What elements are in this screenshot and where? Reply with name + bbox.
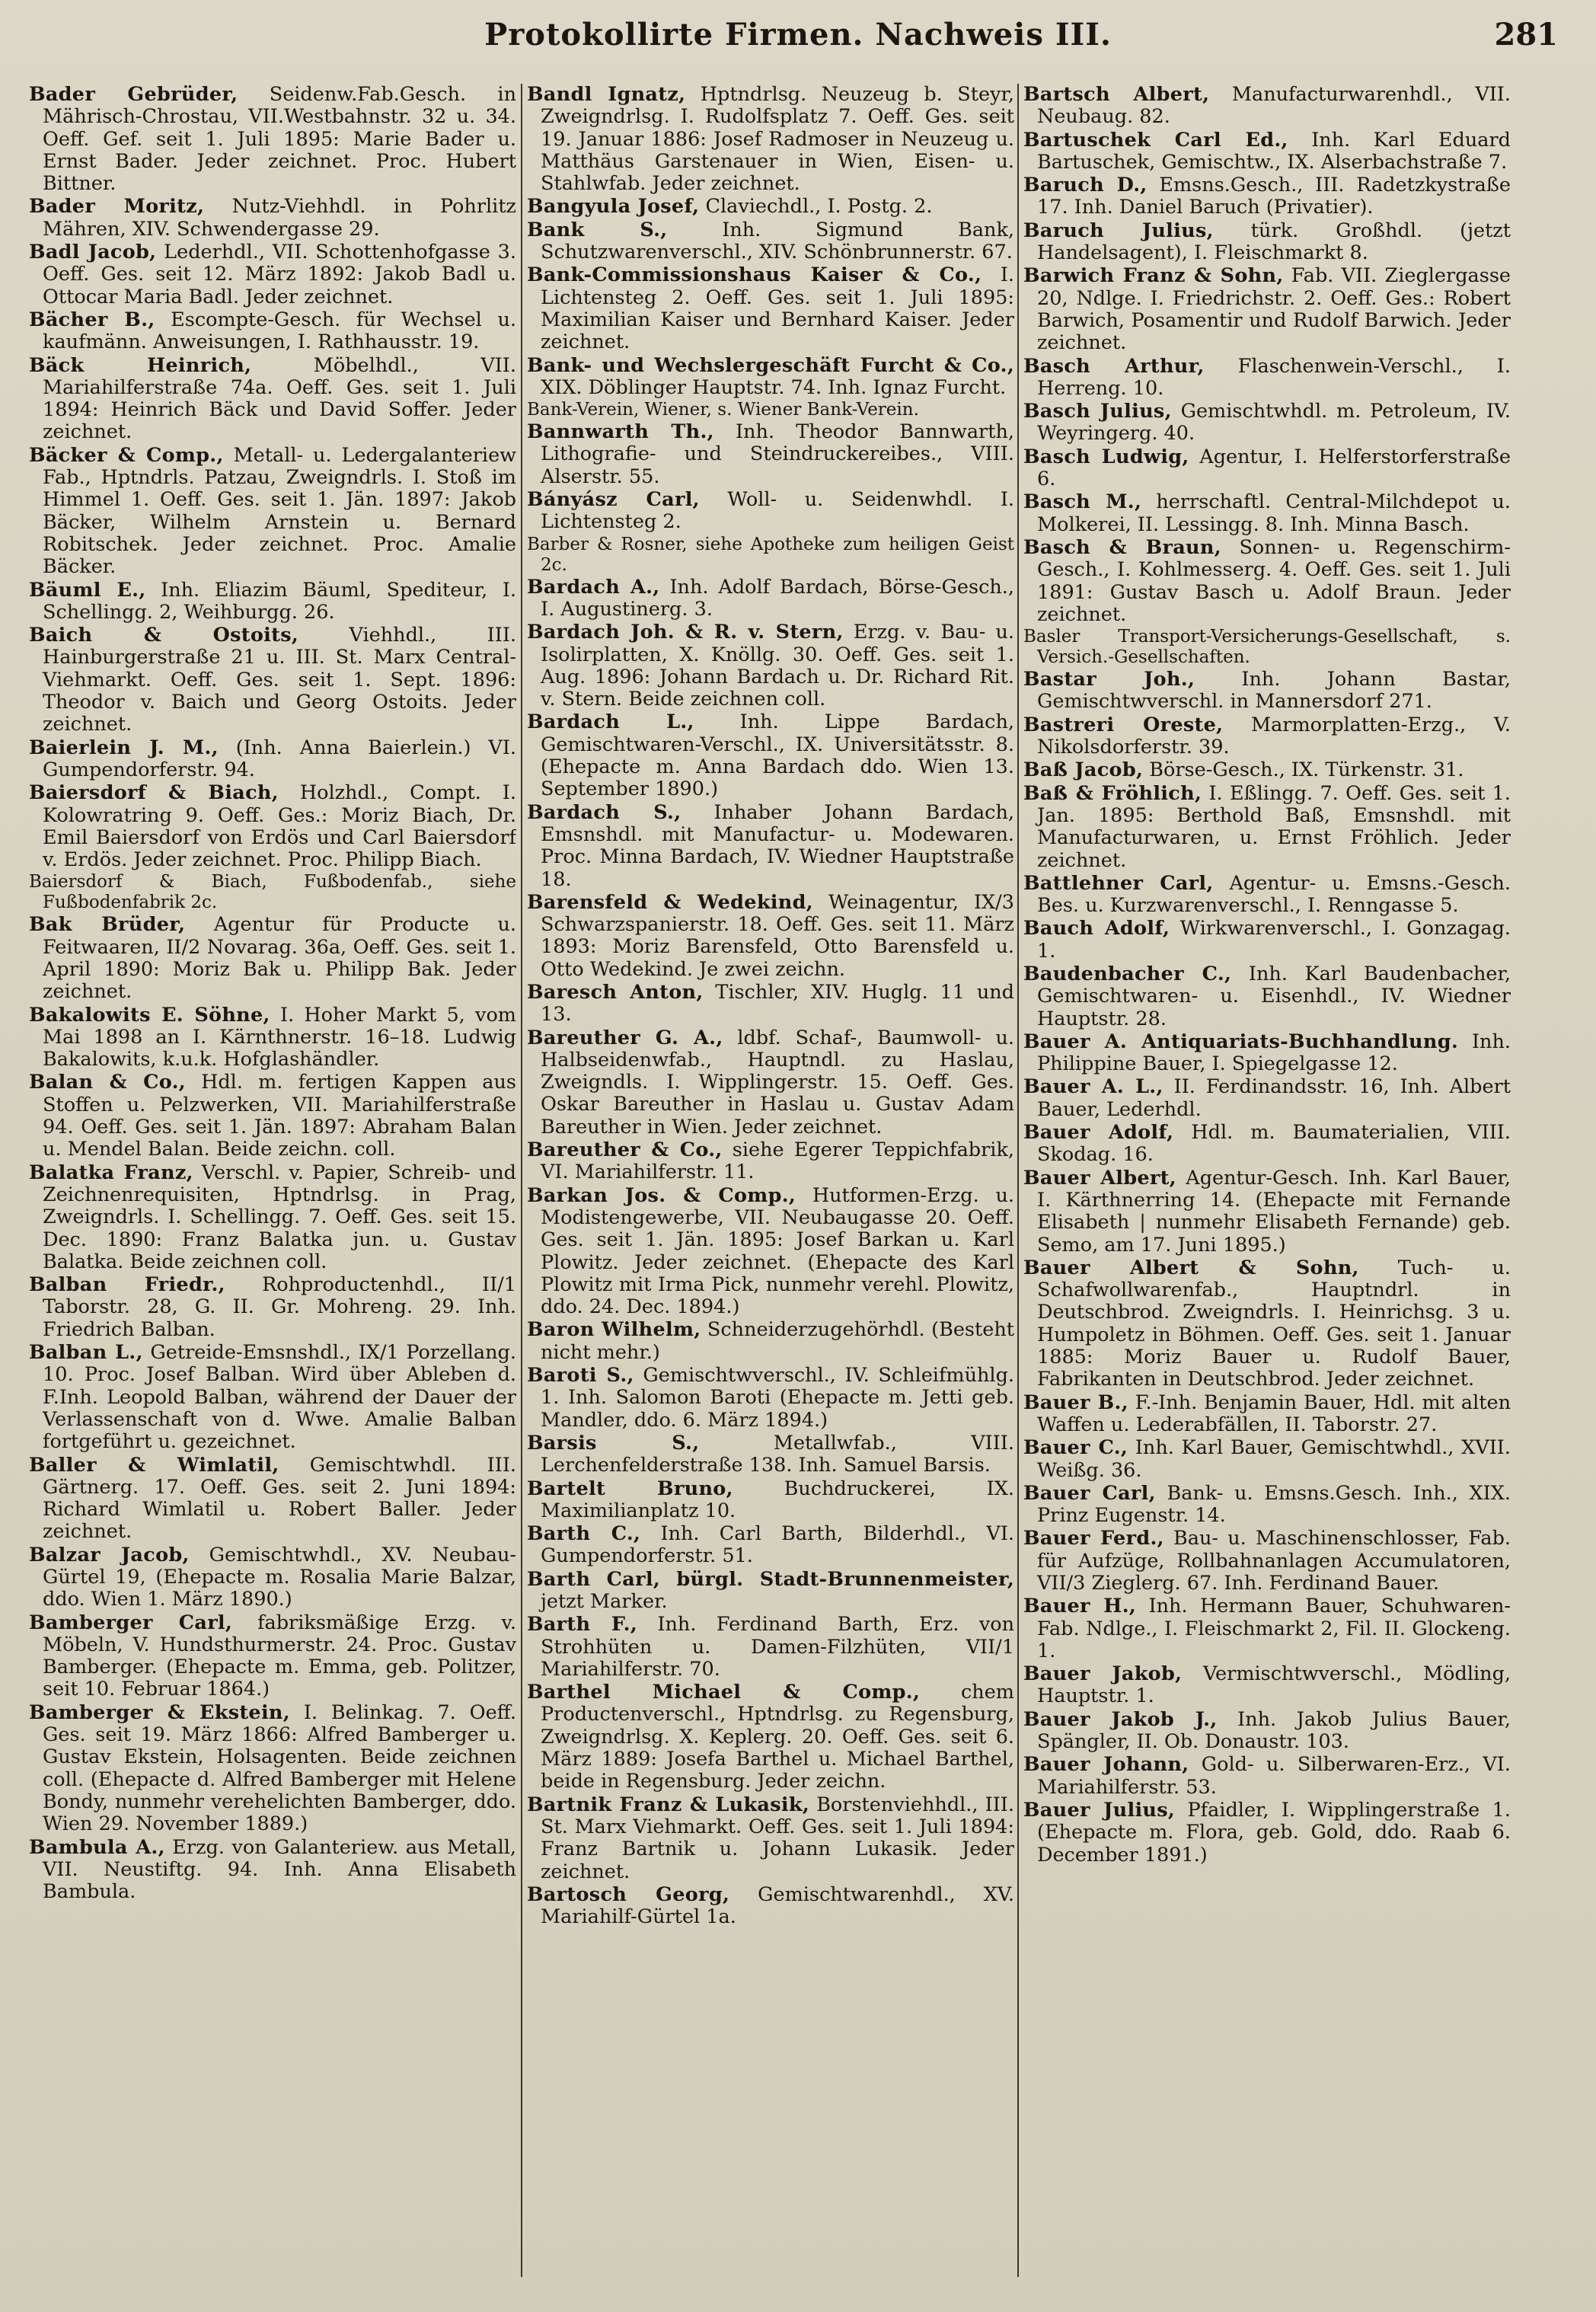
firm-entry (29, 1004, 516, 1071)
firm-name: Baroti S., (527, 1364, 634, 1388)
page-number: 281 (1494, 17, 1558, 53)
firm-entry (1023, 491, 1511, 536)
firm-details: Gold- u. Silberwaren-Erz., VI. Mariahilferstr. 53. (1037, 1753, 1511, 1799)
firm-details: Inh. Hermann Bauer, Schuhwaren-Fab. Ndlge., I. Fleischmarkt 2, Fil. II. Glockeng. 1. (1037, 1595, 1511, 1662)
firm-name: Baß & Fröhlich, (1023, 781, 1202, 805)
firm-name: Basch Ludwig, (1023, 445, 1189, 468)
firm-details: Borstenviehhdl., III. St. Marx Viehmarkt. Oeff. Ges. seit 1. Juli 1894: Franz Bartnik u. Johann Lukasik. Jeder zeichnet. (541, 1793, 1014, 1883)
firm-name: Bauer Albert & Sohn, (1023, 1256, 1359, 1279)
firm-details: Baiersdorf & Biach, Fußbodenfab., siehe Fußbodenfabrik 2c. (29, 872, 516, 913)
firm-details: Schneiderzugehörhdl. (Besteht nicht mehr.) (541, 1318, 1014, 1364)
firm-details: Hdl. m. Baumaterialien, VIII. Skodag. 16. (1037, 1121, 1511, 1167)
firm-details: Inh. Adolf Bardach, Börse-Gesch., I. Augustinerg. 3. (541, 575, 1014, 621)
firm-details: Verschl. v. Papier, Schreib- und Zeichnenrequisiten, Hptndrlsg. in Prag, Zweigndrls. I. Schellingg. 7. Oeff. Ges. seit 15. Dec. 1890: Franz Balatka jun. u. Gustav Balatka. Beide zeichnen coll. (43, 1161, 516, 1273)
firm-name: Balzar Jacob, (29, 1543, 190, 1566)
firm-name: Balban L., (29, 1341, 143, 1365)
firm-name: Baresch Anton, (527, 980, 704, 1004)
firm-name: Baruch D., (1023, 174, 1148, 197)
firm-details: Agentur für Producte u. Feitwaaren, II/2 Novarag. 36a, Oeff. Ges. seit 1. April 1890: Moriz Bak u. Philipp Bak. Jeder zeichnet. (43, 913, 516, 1004)
firm-details: F.-Inh. Benjamin Bauer, Hdl. mit alten Waffen u. Lederabfällen, II. Taborstr. 27. (1037, 1391, 1511, 1436)
firm-name: Battlehner Carl, (1023, 871, 1214, 895)
firm-name: Bak Brüder, (29, 913, 186, 937)
firm-entry (527, 219, 1014, 264)
firm-name: Bamberger Carl, (29, 1611, 233, 1634)
firm-details: Metall- u. Ledergalanteriew Fab., Hptndrls. Patzau, Zweigndrls. I. Stoß im Himmel 1. Oeff. Ges. seit 1. Jän. 1897: Jakob Bäcker, Wilhelm Arnstein u. Bernard Robitschek. Jeder zeichnet. Proc. Amalie Bäcker. (43, 443, 516, 579)
firm-details: Agentur- u. Emsns.-Gesch. Bes. u. Kurzwarenverschl., I. Renngasse 5. (1037, 871, 1511, 918)
firm-entry (1023, 84, 1511, 129)
firm-name: Bauer A. L., (1023, 1075, 1163, 1099)
firm-details: Fab. VII. Zieglergasse 20, Ndlge. I. Friedrichstr. 2. Oeff. Ges.: Robert Barwich, Posamentir und Rudolf Barwich. Jeder zeichnet. (1037, 264, 1511, 355)
firm-entry (527, 264, 1014, 353)
firm-entry (527, 576, 1014, 621)
firm-name: Barth C., (527, 1522, 641, 1546)
firm-details: Inh. Johann Bastar, Gemischtwverschl. in Mannersdorf 271. (1037, 668, 1511, 714)
firm-name: Bauer C., (1023, 1436, 1128, 1460)
firm-name: Basch Arthur, (1023, 354, 1205, 378)
firm-entry (1023, 356, 1511, 401)
firm-details: Gemischtwhdl., XV. Neubau-Gürtel 19, (Ehepacte m. Rosalia Marie Balzar, ddo. Wien 1. März 1890.) (43, 1543, 516, 1611)
firm-name: Bank-Commissionshaus Kaiser & Co., (527, 263, 982, 287)
firm-entry (527, 84, 1014, 195)
firm-entry (1023, 669, 1511, 714)
firm-name: Bauer H., (1023, 1595, 1137, 1618)
firm-name: Bäuml E., (29, 578, 146, 602)
firm-details: Claviechdl., I. Postg. 2. (699, 195, 933, 219)
firm-name: Balatka Franz, (29, 1161, 193, 1184)
firm-entry (1023, 918, 1511, 963)
firm-entry (1023, 401, 1511, 445)
firm-entry (1023, 1483, 1511, 1528)
firm-name: Barkan Jos. & Comp., (527, 1183, 796, 1207)
firm-name: Bader Moritz, (29, 195, 205, 219)
firm-name: Baron Wilhelm, (527, 1318, 701, 1342)
firm-entry (527, 1884, 1014, 1929)
firm-name: Bäcker & Comp., (29, 443, 224, 467)
firm-entry (29, 241, 516, 308)
firm-details: Rohproductenhdl., II/1 Taborstr. 28, G. II. Gr. Mohreng. 29. Inh. Friedrich Balban. (43, 1273, 516, 1341)
firm-details: I. Belinkag. 7. Oeff. Ges. seit 19. März 1866: Alfred Bamberger u. Gustav Ekstein, Holsagenten. Beide zeichnen coll. (Ehepacte d. Alfred Bamberger mit Helene Bondy, nunmehr verehelichten Bamberger, ddo. Wien 29. November 1889.) (43, 1700, 516, 1836)
firm-entry (1023, 1754, 1511, 1799)
firm-details: Inh. Jakob Julius Bauer, Spängler, II. Ob. Donaustr. 103. (1037, 1707, 1511, 1754)
firm-details: Weinagentur, IX/3 Schwarzspanierstr. 18. Oeff. Ges. seit 11. März 1893: Moriz Barensfeld, Otto Barensfeld u. Otto Wedekind. Je zwei zeichn. (541, 890, 1014, 981)
firm-entry (527, 1794, 1014, 1883)
firm-details: Sonnen- u. Regenschirm-Gesch., I. Kohlmesserg. 4. Oeff. Ges. seit 1. Juli 1891: Gustav Basch u. Adolf Braun. Jeder zeichnet. (1037, 535, 1511, 626)
firm-entry (527, 1681, 1014, 1793)
firm-entry (29, 84, 516, 195)
firm-details: Inh. Karl Bauer, Gemischtwhdl., XVII. Weißg. 36. (1037, 1436, 1511, 1482)
firm-details: Inh. Lippe Bardach, Gemischtwaren-Verschl., IX. Universitätsstr. 8. (Ehepacte m. Anna Bardach ddo. Wien 13. September 1890.) (541, 711, 1014, 801)
firm-entry (527, 802, 1014, 891)
firm-details: herrschaftl. Central-Milchdepot u. Molkerei, II. Lessingg. 8. Inh. Minna Basch. (1037, 490, 1511, 536)
firm-entry (29, 309, 516, 354)
firm-details: Barber & Rosner, siehe Apotheke zum heiligen Geist 2c. (527, 534, 1014, 575)
firm-name: Bamberger & Ekstein, (29, 1700, 290, 1724)
firm-details: Hutformen-Erzg. u. Modistengewerbe, VII. Neubaugasse 20. Oeff. Ges. seit 1. Jän. 1895: Josef Barkan u. Karl Plowitz. Jeder zeichnet. (Ehepacte des Karl Plowitz mit Irma Pick, nunmehr verehl. Plowitz, ddo. 24. Dec. 1894.) (541, 1183, 1014, 1319)
firm-details: I. Hoher Markt 5, vom Mai 1898 an I. Kärnthnerstr. 16–18. Ludwig Bakalowits, k.u.k. Hofglashändler. (43, 1003, 516, 1071)
firm-entry (527, 1569, 1014, 1614)
firm-entry (1023, 759, 1511, 781)
firm-name: Bauer Albert, (1023, 1166, 1176, 1190)
firm-entry (1023, 627, 1511, 668)
firm-entry (1023, 1392, 1511, 1437)
firm-details: I. Eßlingg. 7. Oeff. Ges. seit 1. Jan. 1895: Berthold Baß, Emsnshdl. mit Manufacturwaren, u. Ernst Fröhlich. Jeder zeichnet. (1037, 781, 1511, 872)
column-divider (521, 84, 522, 2277)
firm-details: Inh. Eliazim Bäuml, Spediteur, I. Schellingg. 2, Weihburgg. 26. (43, 578, 516, 624)
firm-name: Bangyula Josef, (527, 195, 700, 219)
firm-entry (527, 1478, 1014, 1523)
firm-entry (29, 1455, 516, 1544)
firm-name: Bardach S., (527, 800, 681, 824)
firm-details: Wirkwarenverschl., I. Gonzagag. 1. (1037, 917, 1511, 963)
firm-details: Escompte-Gesch. für Wechsel u. kaufmänn. Anweisungen, I. Rathhausstr. 19. (43, 308, 516, 354)
firm-details: siehe Egerer Teppichfabrik, VI. Mariahilferstr. 11. (541, 1138, 1014, 1184)
firm-details: Erzg. v. Bau- u. Isolirplatten, X. Knöllg. 30. Oeff. Ges. seit 1. Aug. 1896: Johann Bardach u. Dr. Richard Rit. v. Stern. Beide zeichnen coll. (541, 621, 1014, 711)
firm-entry (527, 355, 1014, 400)
firm-details: Pfaidler, I. Wipplingerstraße 1. (Ehepacte m. Flora, geb. Gold, ddo. Raab 6. December 1891.) (1037, 1798, 1511, 1867)
firm-entry (527, 1523, 1014, 1568)
firm-name: Balan & Co., (29, 1071, 186, 1094)
firm-entry (29, 1612, 516, 1701)
firm-entry (527, 711, 1014, 800)
firm-entry (29, 624, 516, 736)
firm-details: Inh. Philippine Bauer, I. Spiegelgasse 12. (1037, 1030, 1511, 1076)
firm-entry (527, 421, 1014, 488)
firm-entry (527, 400, 1014, 420)
firm-entry (527, 982, 1014, 1027)
firm-entry (527, 621, 1014, 711)
firm-entry (527, 535, 1014, 576)
firm-entry (1023, 1122, 1511, 1167)
firm-name: Bardach Joh. & R. v. Stern, (527, 621, 844, 644)
firm-details: chem Productenverschl., Hptndrlsg. zu Regensburg, Zweigndrlsg. X. Keplerg. 20. Oeff. Ges. seit 6. März 1889: Josefa Barthel u. Michael Barthel, beide in Regensburg. Jeder zeichn. (541, 1681, 1014, 1793)
firm-entry (29, 580, 516, 624)
firm-name: Barth F., (527, 1613, 638, 1637)
firm-name: Baich & Ostoits, (29, 624, 299, 647)
firm-name: Bareuther & Co., (527, 1138, 723, 1162)
firm-details: Inh. Theodor Bannwarth, Lithografie- und Steindruckereibes., VIII. Alserstr. 55. (541, 420, 1014, 488)
column-2 (527, 84, 1014, 2292)
firm-entry (527, 489, 1014, 534)
firm-details: Gemischtwhdl. m. Petroleum, IV. Weyringerg. 40. (1037, 400, 1511, 445)
column-1 (29, 84, 516, 2292)
firm-entry (527, 1027, 1014, 1138)
firm-entry (29, 1544, 516, 1611)
firm-entry (1023, 174, 1511, 219)
firm-name: Bauer A. Antiquariats-Buchhandlung. (1023, 1030, 1459, 1053)
firm-entry (1023, 714, 1511, 759)
firm-name: Baiersdorf & Biach, (29, 781, 279, 805)
firm-entry (1023, 873, 1511, 918)
firm-name: Barthel Michael & Comp., (527, 1681, 921, 1704)
firm-entry (1023, 220, 1511, 265)
firm-name: Bank- und Wechslergeschäft Furcht & Co., (527, 353, 1014, 377)
firm-details: Marmorplatten-Erzg., V. Nikolsdorferstr. 39. (1037, 713, 1511, 759)
firm-name: Bardach A., (527, 575, 660, 599)
firm-entry (1023, 783, 1511, 872)
firm-name: Bauer Jakob, (1023, 1662, 1183, 1686)
firm-name: Bauer Adolf, (1023, 1121, 1174, 1145)
firm-entry (29, 1342, 516, 1453)
column-divider (1017, 84, 1019, 2277)
firm-entry (1023, 1076, 1511, 1121)
firm-details: Hdl. m. fertigen Kappen aus Stoffen u. Pelzwerken, VII. Mariahilferstraße 94. Oeff. Ges. seit 1. Jän. 1897: Abraham Balan u. Mendel Balan. Beide zeichn. coll. (43, 1071, 516, 1161)
firm-entry (1023, 1437, 1511, 1482)
firm-details: Inh. Ferdinand Barth, Erz. von Strohhüten u. Damen-Filzhüten, VII/1 Mariahilferstr. 70. (541, 1613, 1014, 1681)
firm-name: Bartsch Albert, (1023, 84, 1210, 106)
firm-details: Inhaber Johann Bardach, Emsnshdl. mit Manufactur- u. Modewaren. Proc. Minna Bardach, IV. Wiedner Hauptstraße 18. (541, 800, 1014, 891)
firm-name: Bank S., (527, 218, 668, 241)
firm-name: Badl Jacob, (29, 241, 157, 264)
firm-details: Agentur, I. Helferstorferstraße 6. (1037, 445, 1511, 491)
firm-name: Bauer Ferd., (1023, 1527, 1164, 1550)
firm-entry (29, 782, 516, 871)
firm-entry (1023, 1167, 1511, 1257)
firm-details: Manufacturwarenhdl., VII. Neubaug. 82. (1037, 84, 1511, 129)
firm-name: Barwich Franz & Sohn, (1023, 264, 1284, 288)
firm-entry (1023, 1257, 1511, 1391)
firm-entry (29, 1274, 516, 1341)
firm-details: Bau- u. Maschinenschlosser, Fab. für Aufzüge, Rollbahnanlagen Accumulatoren, VII/3 Zieglerg. 67. Inh. Ferdinand Bauer. (1037, 1527, 1511, 1595)
firm-entry (1023, 1709, 1511, 1754)
firm-entry (527, 196, 1014, 218)
firm-name: Barensfeld & Wedekind, (527, 890, 813, 914)
firm-details: jetzt Marker. (541, 1590, 668, 1613)
column-3 (1023, 84, 1511, 2292)
firm-entry (527, 1185, 1014, 1319)
firm-details: Börse-Gesch., IX. Türkenstr. 31. (1143, 758, 1464, 782)
firm-details: Bank-Verein, Wiener, s. Wiener Bank-Verein. (527, 400, 919, 420)
firm-entry (1023, 446, 1511, 491)
firm-details: Seidenw.Fab.Gesch. in Mährisch-Chrostau, VII.Westbahnstr. 32 u. 34. Oeff. Gef. seit 1. Juli 1895: Marie Bader u. Ernst Bader. Jeder zeichnet. Proc. Hubert Bittner. (43, 84, 516, 196)
firm-name: Basch Julius, (1023, 400, 1172, 423)
firm-entry (29, 914, 516, 1003)
firm-details: Gemischtwverschl., IV. Schleifmühlg. 1. Inh. Salomon Baroti (Ehepacte m. Jetti geb. Mandler, ddo. 6. März 1894.) (541, 1364, 1014, 1432)
page-title: Protokollirte Firmen. Nachweis III. (484, 17, 1112, 53)
firm-name: Bastreri Oreste, (1023, 713, 1224, 736)
firm-name: Basch & Braun, (1023, 535, 1221, 559)
firm-name: Bauch Adolf, (1023, 917, 1170, 940)
firm-name: Bartuschek Carl Ed., (1023, 128, 1288, 152)
firm-details: Nutz-Viehhdl. in Pohrlitz Mähren, XIV. Schwendergasse 29. (43, 195, 516, 241)
firm-details: I. Lichtensteg 2. Oeff. Ges. seit 1. Juli 1895: Maximilian Kaiser und Bernhard Kaiser. Jeder zeichnet. (541, 263, 1014, 354)
firm-entry (29, 1162, 516, 1273)
firm-name: Bauer Jakob J., (1023, 1707, 1218, 1731)
firm-entry (29, 196, 516, 241)
firm-name: Bakalowits E. Söhne, (29, 1003, 270, 1027)
firm-details: Metallwfab., VIII. Lerchenfelderstraße 138. Inh. Samuel Barsis. (541, 1431, 1014, 1477)
firm-details: Tischler, XIV. Huglg. 11 und 13. (541, 980, 1014, 1027)
firm-name: Bauer Carl, (1023, 1481, 1156, 1505)
firm-name: Barsis S., (527, 1431, 700, 1455)
firm-entry (29, 445, 516, 579)
firm-details: Emsns.Gesch., III. Radetzkystraße 17. Inh. Daniel Baruch (Privatier). (1037, 174, 1511, 219)
firm-entry (1023, 129, 1511, 174)
firm-name: Bartosch Georg, (527, 1882, 730, 1906)
firm-name: Baierlein J. M., (29, 736, 219, 759)
firm-entry (29, 872, 516, 913)
firm-entry (527, 1432, 1014, 1477)
firm-details: (Inh. Anna Baierlein.) VI. Gumpendorferstr. 94. (43, 736, 516, 781)
firm-entry (1023, 1663, 1511, 1708)
firm-name: Bartnik Franz & Lukasik, (527, 1793, 810, 1816)
firm-details: Gemischtwarenhdl., XV. Mariahilf-Gürtel 1a. (541, 1882, 1014, 1929)
firm-details: Holzhdl., Compt. I. Kolowratring 9. Oeff. Ges.: Moriz Biach, Dr. Emil Baiersdorf von Erdös und Carl Baiersdorf v. Erdös. Jeder zeichnet. Proc. Philipp Biach. (43, 781, 516, 872)
firm-details: ldbf. Schaf-, Baumwoll- u. Halbseidenwfab., Hauptndl. zu Haslau, Zweigndls. I. Wipplingerstr. 15. Oeff. Ges. Oskar Bareuther in Haslau u. Gustav Adam Bareuther in Wien. Jeder zeichnet. (541, 1026, 1014, 1138)
firm-name: Bannwarth Th., (527, 420, 714, 444)
firm-entry (29, 1837, 516, 1904)
firm-details: Viehhdl., III. Hainburgerstraße 21 u. III. St. Marx Central-Viehmarkt. Oeff. Ges. seit 1. Sept. 1896: Theodor v. Baich und Georg Ostoits. Jeder zeichnet. (43, 624, 516, 736)
firm-entry (527, 892, 1014, 981)
firm-name: Bauer Johann, (1023, 1753, 1189, 1777)
firm-entry (527, 1365, 1014, 1432)
firm-entry (1023, 963, 1511, 1030)
firm-details: fabriksmäßige Erzg. v. Möbeln, V. Hundsthurmerstr. 24. Proc. Gustav Bamberger. (Ehepacte m. Emma, geb. Politzer, seit 10. Februar 1864.) (43, 1611, 516, 1701)
firm-entry (527, 1139, 1014, 1184)
firm-details: Inh. Sigmund Bank, Schutzwarenverschl., XIV. Schönbrunnerstr. 67. (541, 218, 1014, 264)
firm-details: II. Ferdinandsstr. 16, Inh. Albert Bauer, Lederhdl. (1037, 1075, 1511, 1121)
firm-entry (1023, 1031, 1511, 1076)
firm-details: Vermischtwverschl., Mödling, Hauptstr. 1. (1037, 1662, 1511, 1708)
firm-details: Getreide-Emsnshdl., IX/1 Porzellang. 10. Proc. Josef Balban. Wird über Ableben d. F.Inh. Leopold Balban, während der Dauer der Verlassenschaft von d. Wwe. Amalie Balban fortgeführt u. gezeichnet. (43, 1341, 516, 1454)
firm-name: Bardach L., (527, 711, 694, 734)
firm-name: Baß Jacob, (1023, 758, 1144, 782)
firm-details: Buchdruckerei, IX. Maximilianplatz 10. (541, 1477, 1014, 1522)
firm-name: Bauer Julius, (1023, 1798, 1176, 1822)
firm-name: Bányász Carl, (527, 488, 700, 512)
firm-name: Bambula A., (29, 1835, 165, 1859)
firm-entry (527, 1319, 1014, 1364)
firm-details: Gemischtwhdl. III. Gärtnerg. 17. Oeff. Ges. seit 2. Juni 1894: Richard Wimlatil u. Robert Baller. Jeder zeichnet. (43, 1453, 516, 1544)
firm-details: Tuch- u. Schafwollwarenfab., Hauptndrl. in Deutschbrod. Zweigndrls. I. Heinrichsg. 3 u. Humpoletz in Böhmen. Oeff. Ges. seit 1. Januar 1885: Moriz Bauer u. Rudolf Bauer, Fabrikanten in Deutschbrod. Jeder zeichnet. (1037, 1256, 1511, 1391)
firm-name: Balban Friedr., (29, 1273, 225, 1297)
firm-entry (29, 1702, 516, 1836)
firm-details: Hptndrlsg. Neuzeug b. Steyr, Zweigndrlsg. I. Rudolfsplatz 7. Oeff. Ges. seit 19. Januar 1886: Josef Radmoser in Neuzeug u. Matthäus Garstenauer in Wien, Eisen- u. Stahlwfab. Jeder zeichnet. (541, 84, 1014, 196)
firm-name: Bächer B., (29, 308, 155, 331)
firm-details: Inh. Karl Eduard Bartuschek, Gemischtw., IX. Alserbachstraße 7. (1037, 128, 1511, 174)
firm-details: Lederhdl., VII. Schottenhofgasse 3. Oeff. Ges. seit 12. März 1892: Jakob Badl u. Ottocar Maria Badl. Jeder zeichnet. (43, 241, 516, 308)
firm-details: Basler Transport-Versicherungs-Gesellschaft, s. Versich.-Gesellschaften. (1023, 627, 1511, 668)
firm-entry (527, 1614, 1014, 1681)
firm-details: Agentur-Gesch. Inh. Karl Bauer, I. Kärthnerring 14. (Ehepacte mit Fernande Elisabeth | nunmehr Elisabeth Fernande) geb. Semo, am 17. Juni 1895.) (1037, 1166, 1511, 1257)
firm-entry (1023, 537, 1511, 626)
firm-name: Bartelt Bruno, (527, 1477, 733, 1500)
firm-name: Bader Gebrüder, (29, 84, 238, 106)
firm-details: Erzg. von Galanteriew. aus Metall, VII. Neustiftg. 94. Inh. Anna Elisabeth Bambula. (43, 1835, 516, 1904)
firm-details: Inh. Karl Baudenbacher, Gemischtwaren- u. Eisenhdl., IV. Wiedner Hauptstr. 28. (1037, 962, 1511, 1030)
firm-name: Basch M., (1023, 490, 1142, 514)
firm-entry (29, 355, 516, 444)
firm-name: Bareuther G. A., (527, 1026, 723, 1049)
firm-details: Flaschenwein-Verschl., I. Herreng. 10. (1037, 354, 1511, 400)
firm-details: türk. Großhdl. (jetzt Handelsagent), I. Fleischmarkt 8. (1037, 219, 1511, 265)
firm-details: Bank- u. Emsns.Gesch. Inh., XIX. Prinz Eugenstr. 14. (1037, 1481, 1511, 1528)
firm-entry (29, 1071, 516, 1161)
firm-entry (1023, 265, 1511, 354)
firm-details: Woll- u. Seidenwhdl. I. Lichtensteg 2. (541, 488, 1014, 534)
firm-details: XIX. Döblinger Hauptstr. 74. Inh. Ignaz Furcht. (541, 375, 1007, 399)
firm-details: Inh. Carl Barth, Bilderhdl., VI. Gumpendorferstr. 51. (541, 1522, 1014, 1568)
page-header (30, 17, 1566, 70)
firm-name: Bauer B., (1023, 1391, 1128, 1414)
firm-name: Baruch Julius, (1023, 219, 1214, 242)
firm-entry (1023, 1799, 1511, 1867)
firm-name: Bäck Heinrich, (29, 353, 252, 377)
firm-name: Baller & Wimlatil, (29, 1453, 279, 1477)
firm-entry (1023, 1595, 1511, 1662)
firm-name: Baudenbacher C., (1023, 962, 1232, 985)
firm-name: Bandl Ignatz, (527, 84, 686, 106)
firm-name: Barth Carl, bürgl. Stadt-Brunnenmeister, (527, 1567, 1014, 1591)
firm-details: Möbelhdl., VII. Mariahilferstraße 74a. Oeff. Ges. seit 1. Juli 1894: Heinrich Bäck und David Soffer. Jeder zeichnet. (43, 353, 516, 444)
firm-entry (1023, 1528, 1511, 1595)
firm-entry (29, 737, 516, 782)
firm-name: Bastar Joh., (1023, 668, 1195, 691)
